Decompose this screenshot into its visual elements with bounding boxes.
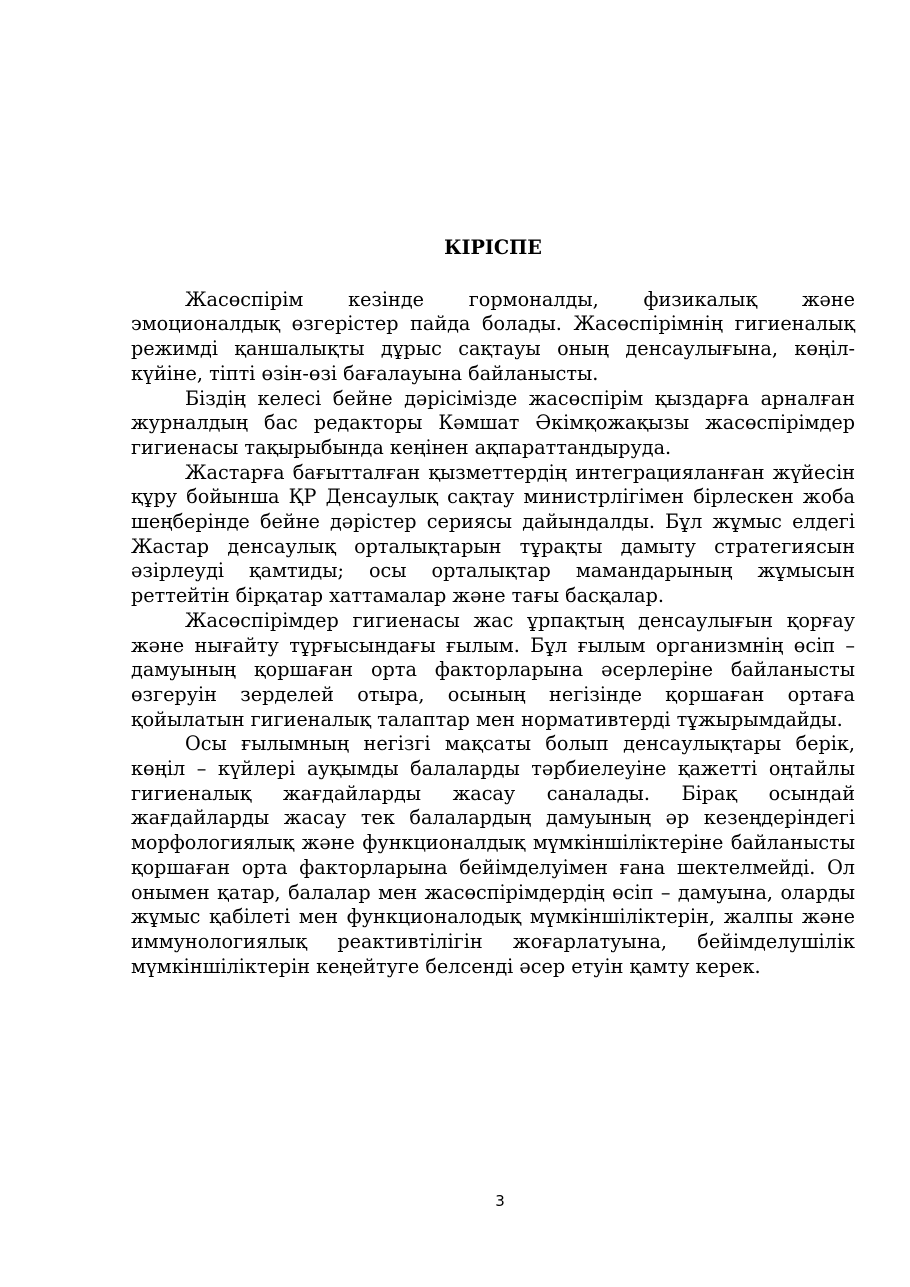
page-number: 3: [495, 1192, 505, 1210]
paragraph-1: Жасөспірім кезінде гормоналды, физикалық және эмоционалдық өзгерістер пайда болады. Жасөспірімнің гигиеналық режимді қаншалықты дұрыс сақтауы оның денсаулығына, көңіл-күйіне, тіпті өзін-өзі бағалауына байланысты.: [131, 287, 855, 385]
paragraph-5: Осы ғылымның негізгі мақсаты болып денсаулықтары берік, көңіл – күйлері ауқымды балаларды тәрбиелеуіне қажетті оңтайлы гигиеналық жағдайларды жасау саналады. Бірақ осындай жағдайларды жасау тек балалардың дамуының әр кезеңдеріндегі морфологиялық және функционалдық мүмкіншіліктеріне байланысты қоршаған орта факторларына бейімделуімен ғана шектелмейді. Ол онымен қатар, балалар мен жасөспірімдердің өсіп – дамуына, оларды жұмыс қабілеті мен функционалодық мүмкіншіліктерін, жалпы және иммунологиялық реактивтілігін жоғарлатуына, бейімделушілік мүмкіншіліктерін кеңейтуге белсенді әсер етуін қамту керек.: [131, 732, 855, 978]
section-title: КІРІСПЕ: [444, 236, 542, 259]
paragraph-2: Біздің келесі бейне дәрісімізде жасөспірім қыздарға арналған журналдың бас редакторы Кәмшат Әкімқожақызы жасөспірімдер гигиенасы тақырыбында кеңінен ақпараттандыруда.: [131, 386, 855, 459]
page-content: [131, 236, 855, 979]
paragraph-4: Жасөспірімдер гигиенасы жас ұрпақтың денсаулығын қорғау және нығайту тұрғысындағы ғылым. Бұл ғылым организмнің өсіп – дамуының қоршаған орта факторларына әсерлеріне байланысты өзгеруін зерделей отыра, осының негізінде қоршаған ортаға қойылатын гигиеналық талаптар мен нормативтерді тұжырымдайды.: [131, 608, 855, 731]
paragraph-3: Жастарға бағытталған қызметтердің интеграцияланған жүйесін құру бойынша ҚР Денсаулық сақтау министрлігімен бірлескен жоба шеңберінде бейне дәрістер сериясы дайындалды. Бұл жұмыс елдегі Жастар денсаулық орталықтарын тұрақты дамыту стратегиясын әзірлеуді қамтиды; осы орталықтар мамандарының жұмысын реттейтін бірқатар хаттамалар және тағы басқалар.: [131, 460, 855, 608]
